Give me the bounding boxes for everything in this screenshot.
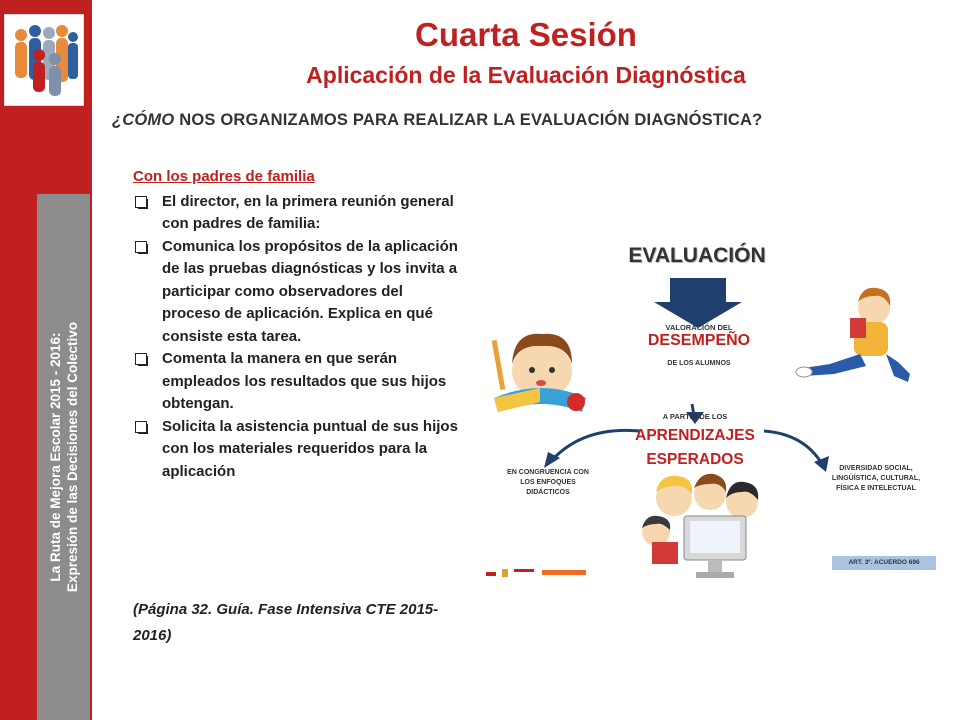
people-group-logo-icon bbox=[5, 15, 85, 107]
aprendizajes-label: APRENDIZAJES bbox=[635, 427, 755, 444]
sidebar-vertical-line-2: Expresión de las Decisiones del Colectivo bbox=[64, 321, 80, 593]
girl-reading-icon bbox=[492, 334, 586, 412]
desempeno-label: DESEMPEÑO bbox=[647, 332, 751, 349]
bullet-text: Solicita la asistencia puntual de sus hijos con los materiales requeridos para la aplicación bbox=[162, 417, 458, 480]
right-curved-arrow-icon bbox=[764, 431, 822, 464]
content-heading: Con los padres de familia bbox=[133, 168, 315, 185]
left-branch-label: EN CONGRUENCIA CON LOS ENFOQUES DIDÁCTICOS bbox=[507, 469, 589, 496]
checkbox-bullet-icon bbox=[135, 421, 147, 433]
list-item bbox=[133, 348, 458, 416]
evaluation-diagram bbox=[474, 236, 944, 586]
checkbox-bullet-icon bbox=[135, 241, 147, 253]
right-branch-label: DIVERSIDAD SOCIAL, LINGÜÍSTICA, CULTURAL, FÍSICA E INTELECTUAL bbox=[831, 465, 921, 492]
kids-computer-icon bbox=[642, 474, 758, 578]
question-rest: NOS ORGANIZAMOS PARA REALIZAR LA EVALUACIÓN DIAGNÓSTICA? bbox=[174, 111, 763, 129]
valoracion-label: VALORACIÓN DEL bbox=[665, 323, 733, 332]
down-arrow-icon bbox=[654, 278, 742, 328]
logo bbox=[4, 14, 84, 106]
bullet-text: El director, en la primera reunión general con padres de familia: bbox=[162, 192, 454, 232]
acuerdo-badge: ART. 3º. ACUERDO 696 bbox=[832, 556, 936, 570]
content-block bbox=[133, 166, 458, 483]
slide-title: Cuarta Sesión bbox=[415, 16, 637, 53]
bullet-list bbox=[133, 191, 458, 484]
footer-logos-icon bbox=[486, 569, 586, 577]
slide-question bbox=[112, 111, 872, 130]
citation: (Página 32. Guía. Fase Intensiva CTE 2015-2016) bbox=[133, 601, 439, 644]
question-italic: ¿CÓMO bbox=[112, 111, 175, 129]
checkbox-bullet-icon bbox=[135, 353, 147, 365]
sidebar-vertical-line-1: La Ruta de Mejora Escolar 2015 - 2016: bbox=[47, 332, 63, 582]
bullet-text: Comunica los propósitos de la aplicación de las pruebas diagnósticas y los invita a participar como observadores del proceso de aplicación. Explica en qué consiste esta tarea. bbox=[162, 237, 458, 345]
slide-subtitle: Aplicación de la Evaluación Diagnóstica bbox=[306, 62, 746, 88]
de-los-alumnos-label: DE LOS ALUMNOS bbox=[667, 360, 731, 367]
list-item bbox=[133, 236, 458, 349]
list-item bbox=[133, 191, 458, 236]
diagram-graphics bbox=[474, 236, 944, 586]
bullet-text: Comenta la manera en que serán empleados los resultados que sus hijos obtengan. bbox=[162, 350, 447, 412]
a-partir-label: A PARTIR DE LOS bbox=[662, 412, 728, 421]
list-item bbox=[133, 416, 458, 484]
diagram-title: EVALUACIÓN bbox=[628, 244, 766, 267]
esperados-label: ESPERADOS bbox=[646, 451, 744, 468]
checkbox-bullet-icon bbox=[135, 196, 147, 208]
sidebar-vertical-text bbox=[37, 194, 90, 720]
boy-reading-icon bbox=[796, 288, 910, 382]
